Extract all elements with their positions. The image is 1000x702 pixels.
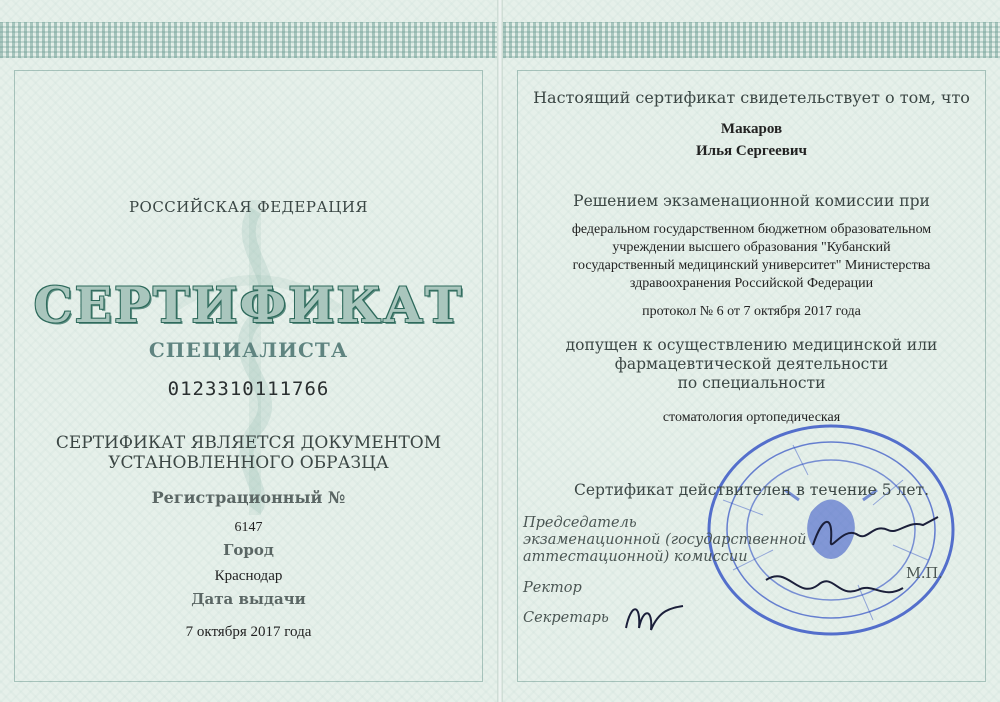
- validity-statement: Сертификат действителен в течение 5 лет.: [573, 481, 930, 499]
- rector-signature-icon: [758, 560, 908, 610]
- organization-line-4: здравоохранения Российской Федерации: [629, 276, 874, 291]
- registration-value: 6147: [234, 520, 263, 535]
- document-status-line-1: СЕРТИФИКАТ ЯВЛЯЕТСЯ ДОКУМЕНТОМ: [55, 433, 442, 453]
- specialty-value: стоматология ортопедическая: [662, 410, 841, 425]
- issue-date-label: Дата выдачи: [191, 590, 306, 608]
- country-heading: РОССИЙСКАЯ ФЕДЕРАЦИЯ: [128, 198, 369, 216]
- holder-name: Илья Сергеевич: [695, 143, 808, 159]
- secretary-label: Секретарь: [523, 610, 609, 626]
- chairman-signature-icon: [803, 505, 943, 560]
- admission-line-2: фармацевтической деятельности: [614, 355, 889, 373]
- chairman-label-line-2: экзаменационной (государственной: [523, 532, 807, 548]
- top-ornament-band: [0, 22, 497, 58]
- chairman-label-line-1: Председатель: [523, 515, 637, 531]
- right-page: [503, 0, 1000, 702]
- certificate-number: 0123310111766: [167, 378, 330, 400]
- certificate-title: СЕРТИФИКАТ: [33, 276, 464, 334]
- seal-place-label: М.П.: [906, 566, 943, 582]
- admission-line-3: по специальности: [677, 374, 826, 392]
- holder-surname: Макаров: [720, 121, 783, 137]
- organization-line-3: государственный медицинский университет" Министерства: [572, 258, 931, 273]
- rector-label: Ректор: [523, 580, 582, 596]
- admission-line-1: допущен к осуществлению медицинской или: [565, 336, 938, 354]
- city-label: Город: [223, 541, 274, 559]
- organization-line-1: федеральном государственном бюджетном образовательном: [571, 222, 932, 237]
- top-ornament-band: [503, 22, 1000, 58]
- secretary-signature-icon: [621, 598, 691, 638]
- intro-text: Настоящий сертификат свидетельствует о том, что: [533, 88, 970, 107]
- registration-label: Регистрационный №: [151, 488, 346, 507]
- left-page: [0, 0, 497, 702]
- organization-line-2: учреждении высшего образования "Кубанский: [612, 240, 891, 255]
- chairman-label-line-3: аттестационной) комиссии: [523, 549, 748, 565]
- protocol-line: протокол № 6 от 7 октября 2017 года: [642, 304, 861, 319]
- decision-heading: Решением экзаменационной комиссии при: [573, 192, 930, 210]
- certificate-subtitle: СПЕЦИАЛИСТА: [148, 338, 349, 362]
- issue-date-value: 7 октября 2017 года: [185, 624, 312, 640]
- document-status-line-2: УСТАНОВЛЕННОГО ОБРАЗЦА: [108, 453, 389, 473]
- city-value: Краснодар: [214, 568, 283, 584]
